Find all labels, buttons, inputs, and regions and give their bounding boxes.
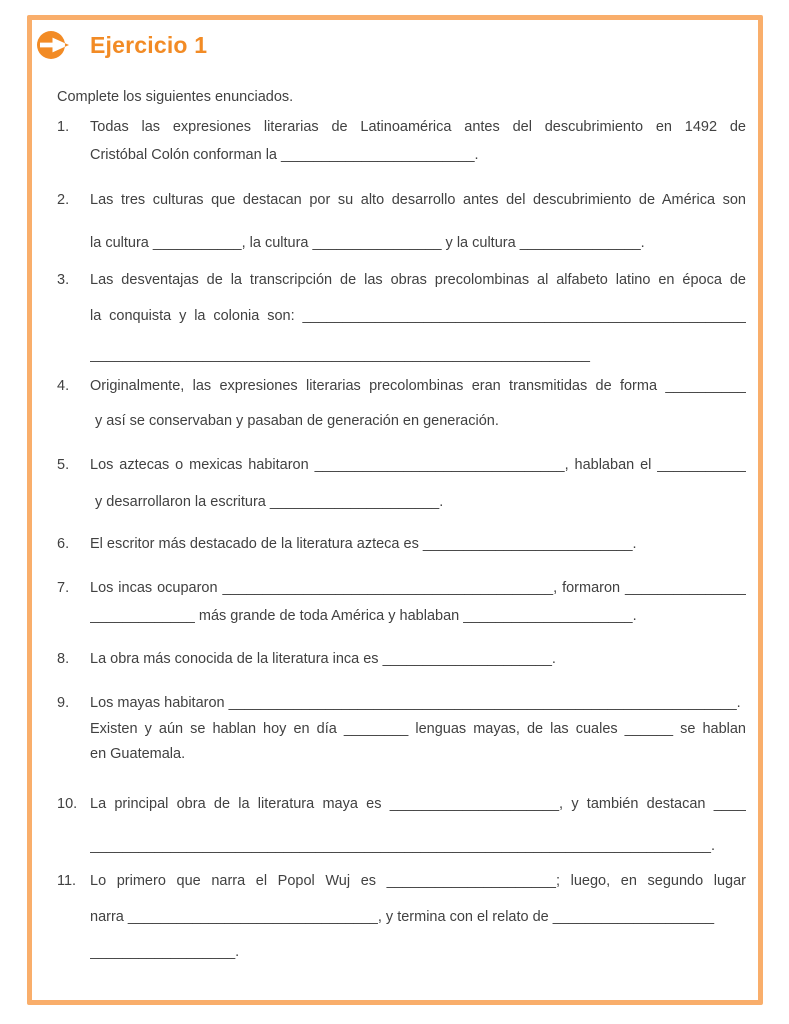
exercise-item-2 [57,186,746,257]
item-number: 5. [57,457,70,473]
item-number: 7. [57,580,70,596]
item-number: 11. [57,873,77,889]
item-line: ______________________________________________________________ [90,347,590,363]
item-lines [90,645,746,673]
item-lines [90,790,746,860]
item-line: Existen y aún se hablan hoy en día ________ lenguas mayas, de las cuales ______ se hablan [90,721,746,737]
page-frame [27,15,763,1005]
item-number: 6. [57,536,70,552]
item-line: y desarrollaron la escritura _____________________. [95,494,444,510]
item-line: Los mayas habitaron _______________________________________________________________. [90,695,741,711]
exercise-item-4 [57,372,746,435]
exercise-item-1 [57,113,746,169]
item-number: 3. [57,272,70,288]
item-line: en Guatemala. [90,746,186,762]
item-line: la conquista y la colonia son: _______________________________________________________ [90,308,746,324]
page-content [32,20,758,966]
item-line: Las tres culturas que destacan por su alto desarrollo antes del descubrimiento de América son [90,192,746,208]
item-lines [90,574,746,630]
item-number: 1. [57,119,70,135]
item-line: La principal obra de la literatura maya es _____________________, y también destacan ____ [90,796,746,812]
item-line: Los incas ocuparon _________________________________________, formaron _______________ [90,580,746,596]
exercise-item-6 [57,530,746,558]
item-number: 4. [57,378,70,394]
item-line: La obra más conocida de la literatura inca es _____________________. [90,651,556,667]
item-line: la cultura ___________, la cultura ________________ y la cultura _______________. [90,235,645,251]
exercise-item-7 [57,574,746,630]
exercise-item-5 [57,451,746,516]
exercise-header [36,29,746,61]
intro-text: Complete los siguientes enunciados. [57,89,294,105]
item-lines [90,530,746,558]
item-line: Todas las expresiones literarias de Latinoamérica antes del descubrimiento en 1492 de [90,119,746,135]
item-number: 8. [57,651,70,667]
item-number: 10. [57,796,78,812]
item-line: El escritor más destacado de la literatura azteca es __________________________. [90,536,637,552]
exercise-list [57,113,746,966]
item-lines [90,113,746,169]
item-lines [90,867,746,966]
item-lines [90,266,746,369]
item-line: __________________. [90,944,240,960]
item-line: Los aztecas o mexicas habitaron _______________________________, hablaban el ___________ [90,457,746,473]
item-line: Lo primero que narra el Popol Wuj es _____________________; luego, en segundo lugar [90,873,746,889]
item-line: y así se conservaban y pasaban de generación en generación. [95,413,499,429]
exercise-item-8 [57,645,746,673]
page-title: Ejercicio 1 [90,32,208,58]
item-line: _____________ más grande de toda América y hablaban _____________________. [90,608,637,624]
exercise-item-3 [57,266,746,369]
item-lines [90,372,746,435]
item-line: Originalmente, las expresiones literarias precolombinas eran transmitidas de forma __________ [90,378,746,394]
exercise-item-9 [57,689,746,767]
item-line: narra _______________________________, y termina con el relato de ____________________ [90,909,715,925]
item-number: 9. [57,695,70,711]
item-line: _____________________________________________________________________________. [90,838,715,854]
item-lines [90,186,746,257]
exercise-item-11 [57,867,746,966]
item-line: Las desventajas de la transcripción de las obras precolombinas al alfabeto latino en época de [90,272,746,288]
circled-arrow-right-icon [36,29,70,61]
item-lines [90,451,746,516]
item-lines [90,689,746,767]
exercise-item-10 [57,790,746,860]
item-number: 2. [57,192,70,208]
item-line: Cristóbal Colón conforman la ________________________. [90,147,479,163]
